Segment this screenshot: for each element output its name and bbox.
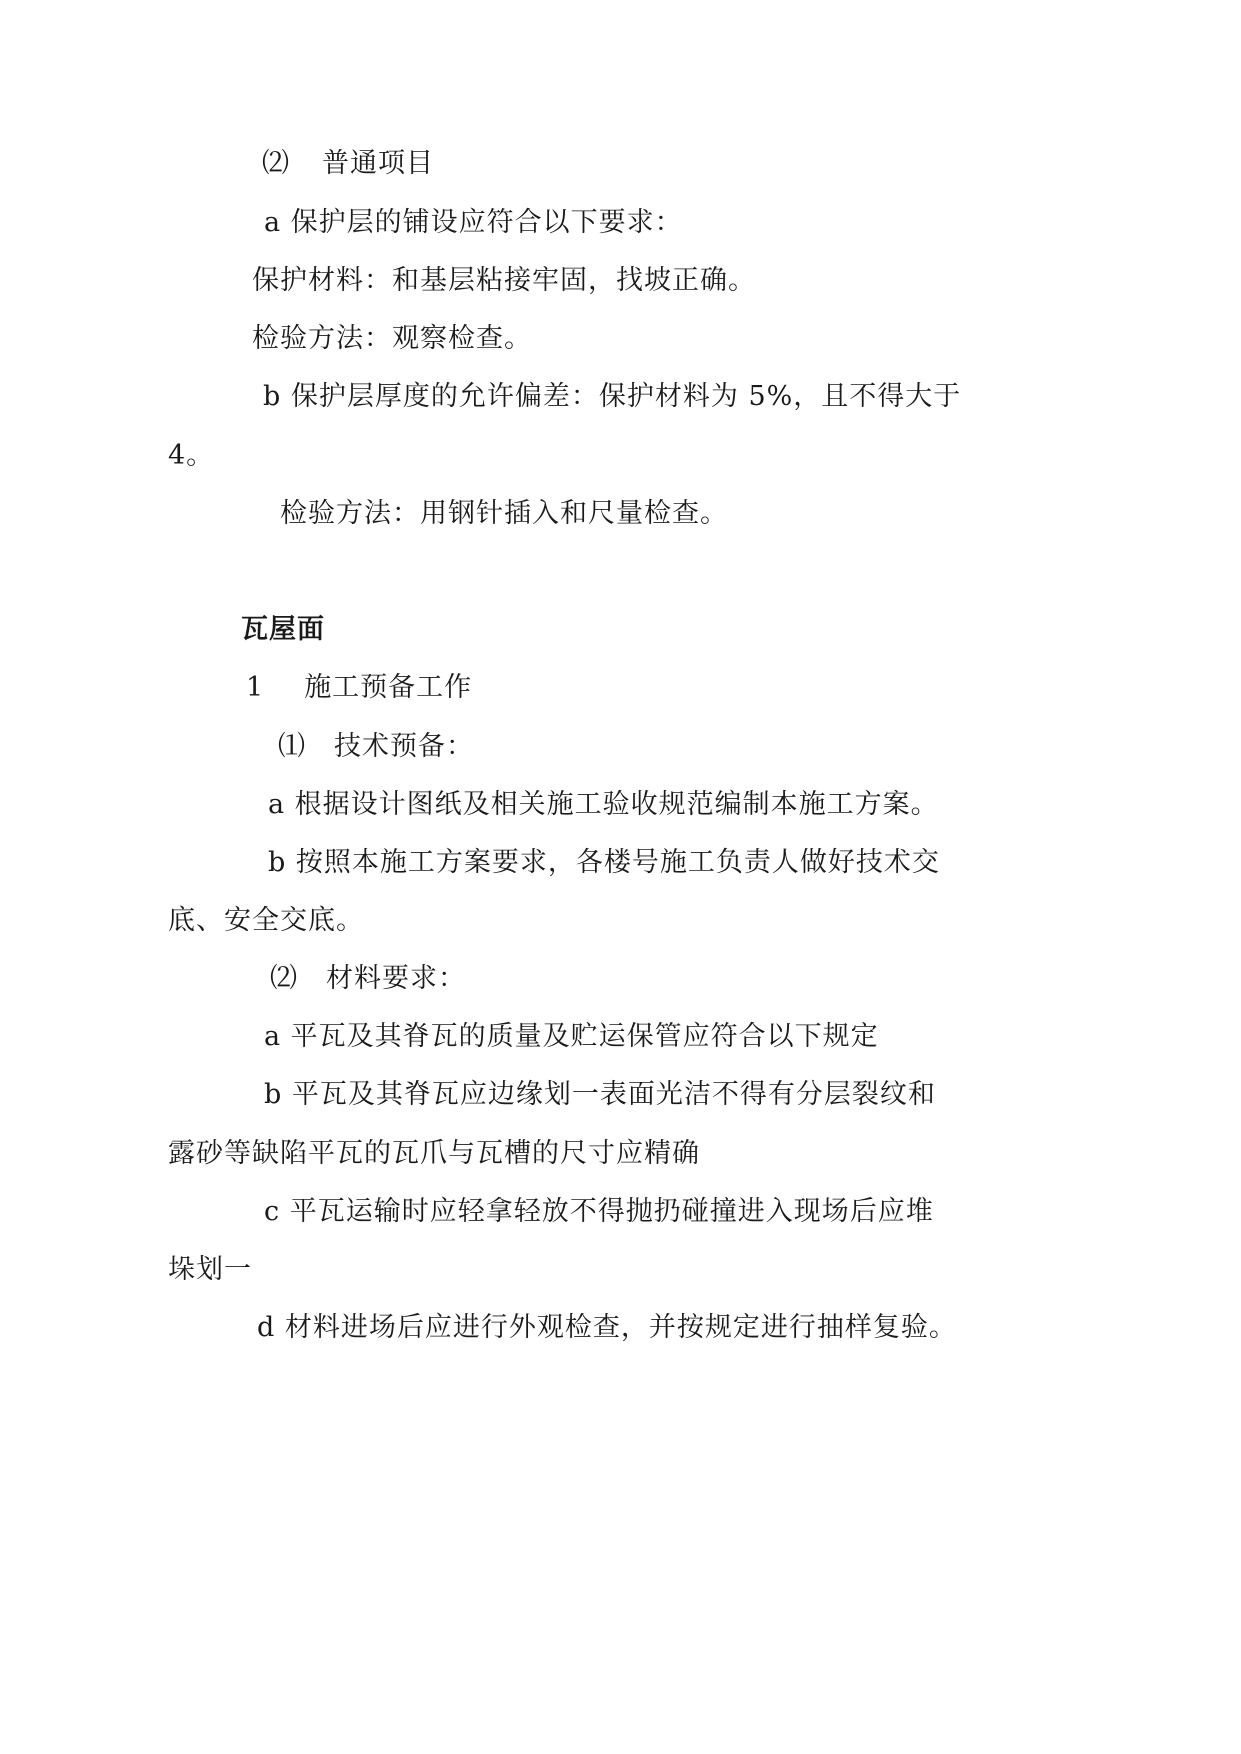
step-title: 施工预备工作 <box>304 672 473 703</box>
item-number: ⑵ <box>262 148 290 179</box>
paragraph-tech-a: a 根据设计图纸及相关施工验收规范编制本施工方案。 <box>268 789 939 820</box>
step-construction-prep <box>246 668 472 708</box>
paragraph-material-c-1: c 平瓦运输时应轻拿轻放不得抛扔碰撞进入现场后应堆 <box>264 1196 934 1227</box>
paragraph-material-b-1: b 平瓦及其脊瓦应边缘划一表面光洁不得有分层裂纹和 <box>264 1079 936 1110</box>
sub-item-material-req <box>270 959 466 999</box>
paragraph-tech-b-2: 底、安全交底。 <box>168 905 364 936</box>
item-title: 普通项目 <box>322 148 434 179</box>
paragraph-material-d: d 材料进场后应进行外观检查，并按规定进行抽样复验。 <box>257 1312 957 1343</box>
sub-item-tech-prep <box>278 727 474 767</box>
sub-item-number: ⑴ <box>278 731 306 762</box>
item-normal-projects <box>262 144 434 184</box>
paragraph-protect-layer-b-2: 4。 <box>168 440 215 471</box>
paragraph-check-method-2: 检验方法：用钢针插入和尺量检查。 <box>280 498 728 529</box>
sub-item-title: 技术预备： <box>334 731 474 762</box>
paragraph-check-method-1: 检验方法：观察检查。 <box>252 323 532 354</box>
sub-item-number: ⑵ <box>270 963 298 994</box>
step-number: 1 <box>246 672 265 703</box>
paragraph-material-a: a 平瓦及其脊瓦的质量及贮运保管应符合以下规定 <box>264 1021 879 1052</box>
paragraph-material-b-2: 露砂等缺陷平瓦的瓦爪与瓦槽的尺寸应精确 <box>168 1138 700 1169</box>
paragraph-protect-layer-a: a 保护层的铺设应符合以下要求： <box>264 207 683 238</box>
paragraph-protect-material: 保护材料：和基层粘接牢固，找坡正确。 <box>252 265 756 296</box>
section-heading-tile-roof: 瓦屋面 <box>241 614 325 645</box>
sub-item-title: 材料要求： <box>326 963 466 994</box>
paragraph-protect-layer-b-1: b 保护层厚度的允许偏差：保护材料为 5%，且不得大于 <box>263 381 962 412</box>
paragraph-tech-b-1: b 按照本施工方案要求，各楼号施工负责人做好技术交 <box>268 847 940 878</box>
paragraph-material-c-2: 垛划一 <box>168 1254 252 1285</box>
